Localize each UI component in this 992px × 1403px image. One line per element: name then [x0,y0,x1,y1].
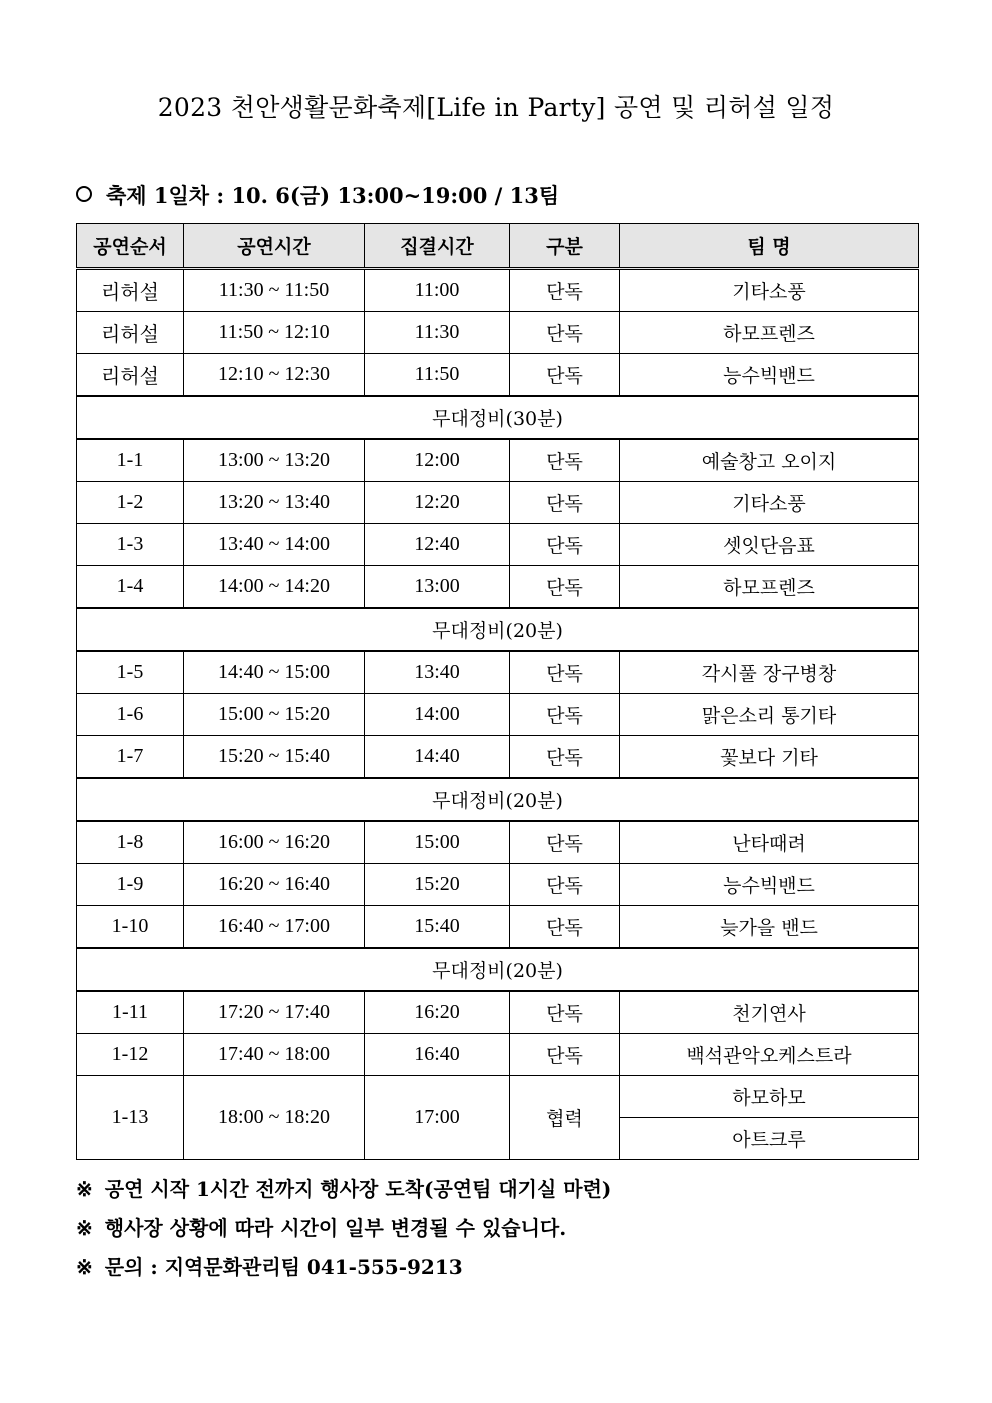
cell-kind: 단독 [510,439,620,482]
table-row [77,651,919,694]
note-item [76,1209,611,1248]
table-row [77,821,919,864]
cell-gather: 15:40 [365,906,510,949]
table-row [77,269,919,312]
cell-time: 15:00 ~ 15:20 [184,694,365,736]
cell-kind: 단독 [510,991,620,1034]
cell-gather: 15:20 [365,864,510,906]
cell-team: 백석관악오케스트라 [620,1034,919,1076]
break-label: 무대정비(30분) [77,396,919,439]
cell-kind: 단독 [510,906,620,949]
note-text: 문의 : 지역문화관리팀 041-555-9213 [104,1255,463,1279]
table-row [77,439,919,482]
cell-team: 천기연사 [620,991,919,1034]
table-row [77,864,919,906]
cell-kind: 단독 [510,524,620,566]
note-item [76,1170,611,1209]
header-time: 공연시간 [184,224,365,269]
break-row [77,396,919,439]
cell-kind: 협력 [510,1076,620,1160]
cell-order: 1-10 [77,906,184,949]
cell-kind: 단독 [510,269,620,312]
cell-order: 1-13 [77,1076,184,1160]
note-mark: ※ [76,1216,93,1240]
cell-order: 리허설 [77,354,184,397]
cell-gather: 12:20 [365,482,510,524]
cell-team: 셋잇단음표 [620,524,919,566]
cell-gather: 17:00 [365,1076,510,1160]
cell-order: 1-11 [77,991,184,1034]
cell-time: 13:00 ~ 13:20 [184,439,365,482]
cell-kind: 단독 [510,312,620,354]
cell-team: 예술창고 오이지 [620,439,919,482]
table-row [77,1076,919,1118]
cell-gather: 12:40 [365,524,510,566]
cell-gather: 15:00 [365,821,510,864]
cell-team: 난타때려 [620,821,919,864]
cell-order: 1-2 [77,482,184,524]
cell-gather: 14:40 [365,736,510,779]
cell-gather: 16:20 [365,991,510,1034]
header-order: 공연순서 [77,224,184,269]
table-row [77,1034,919,1076]
cell-order: 1-3 [77,524,184,566]
header-kind: 구분 [510,224,620,269]
table-row [77,991,919,1034]
schedule-table [76,223,919,1160]
break-label: 무대정비(20분) [77,948,919,991]
header-team: 팀 명 [620,224,919,269]
cell-team: 늦가을 밴드 [620,906,919,949]
cell-kind: 단독 [510,736,620,779]
note-mark: ※ [76,1177,93,1201]
cell-gather: 11:00 [365,269,510,312]
table-row [77,566,919,609]
table-row [77,694,919,736]
cell-kind: 단독 [510,482,620,524]
cell-time: 12:10 ~ 12:30 [184,354,365,397]
note-text: 공연 시작 1시간 전까지 행사장 도착(공연팀 대기실 마련) [104,1177,612,1201]
cell-order: 1-9 [77,864,184,906]
cell-kind: 단독 [510,566,620,609]
page-title: 2023 천안생활문화축제[Life in Party] 공연 및 리허설 일정 [157,93,835,122]
cell-team: 하모프렌즈 [620,312,919,354]
cell-order: 1-4 [77,566,184,609]
table-row [77,736,919,779]
cell-order: 1-5 [77,651,184,694]
cell-gather: 13:40 [365,651,510,694]
cell-order: 리허설 [77,312,184,354]
break-row [77,778,919,821]
cell-kind: 단독 [510,651,620,694]
circle-bullet-icon [76,186,92,202]
cell-gather: 11:50 [365,354,510,397]
header-gather: 집결시간 [365,224,510,269]
cell-team: 맑은소리 통기타 [620,694,919,736]
cell-kind: 단독 [510,821,620,864]
cell-time: 14:00 ~ 14:20 [184,566,365,609]
cell-team: 하모하모 [620,1076,919,1118]
cell-time: 11:30 ~ 11:50 [184,269,365,312]
day-subtitle-text: 축제 1일차 : 10. 6(금) 13:00~19:00 / 13팀 [106,183,560,208]
day-subtitle [76,180,559,210]
table-row [77,524,919,566]
cell-gather: 14:00 [365,694,510,736]
cell-team: 하모프렌즈 [620,566,919,609]
cell-time: 16:00 ~ 16:20 [184,821,365,864]
notes [76,1170,611,1287]
cell-time: 17:40 ~ 18:00 [184,1034,365,1076]
table-row [77,906,919,949]
cell-time: 17:20 ~ 17:40 [184,991,365,1034]
cell-order: 1-7 [77,736,184,779]
schedule-body [77,269,919,1160]
cell-gather: 16:40 [365,1034,510,1076]
cell-time: 13:20 ~ 13:40 [184,482,365,524]
cell-order: 리허설 [77,269,184,312]
cell-time: 15:20 ~ 15:40 [184,736,365,779]
cell-team: 아트크루 [620,1118,919,1160]
break-label: 무대정비(20분) [77,778,919,821]
cell-team: 꽃보다 기타 [620,736,919,779]
cell-gather: 11:30 [365,312,510,354]
break-row [77,608,919,651]
cell-time: 16:20 ~ 16:40 [184,864,365,906]
break-row [77,948,919,991]
cell-kind: 단독 [510,1034,620,1076]
cell-kind: 단독 [510,864,620,906]
note-mark: ※ [76,1255,93,1279]
cell-team: 기타소풍 [620,482,919,524]
table-row [77,312,919,354]
cell-order: 1-6 [77,694,184,736]
cell-team: 능수빅밴드 [620,864,919,906]
cell-time: 13:40 ~ 14:00 [184,524,365,566]
cell-order: 1-8 [77,821,184,864]
cell-time: 16:40 ~ 17:00 [184,906,365,949]
cell-kind: 단독 [510,694,620,736]
cell-order: 1-12 [77,1034,184,1076]
cell-gather: 12:00 [365,439,510,482]
cell-gather: 13:00 [365,566,510,609]
table-row [77,482,919,524]
cell-time: 11:50 ~ 12:10 [184,312,365,354]
table-row [77,354,919,397]
note-item [76,1248,611,1287]
cell-team: 각시풀 장구병창 [620,651,919,694]
note-text: 행사장 상황에 따라 시간이 일부 변경될 수 있습니다. [104,1216,567,1240]
table-header-row [77,224,919,269]
cell-team: 기타소풍 [620,269,919,312]
cell-time: 18:00 ~ 18:20 [184,1076,365,1160]
cell-team: 능수빅밴드 [620,354,919,397]
cell-time: 14:40 ~ 15:00 [184,651,365,694]
cell-kind: 단독 [510,354,620,397]
break-label: 무대정비(20분) [77,608,919,651]
cell-order: 1-1 [77,439,184,482]
